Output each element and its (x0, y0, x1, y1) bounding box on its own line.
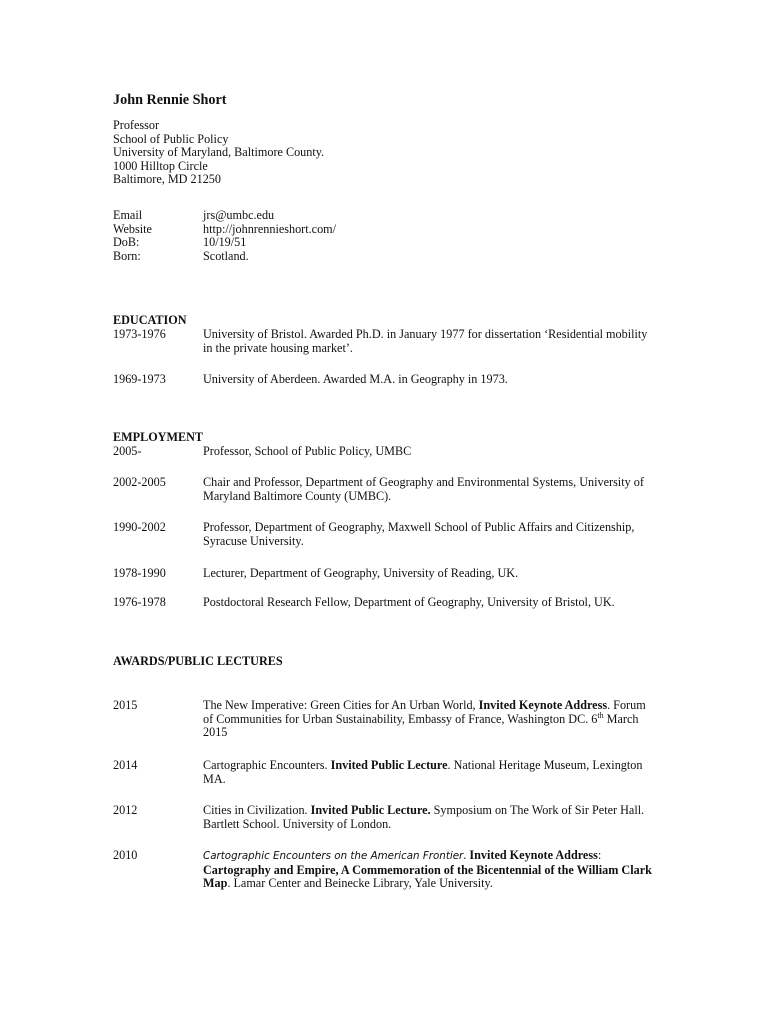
award-separator: : (597, 848, 602, 862)
award-event: Cartography and Empire, A Commemoration of the Bicentennial of the William Clark Map (203, 862, 652, 891)
award-venue: . National Heritage Museum, Lexington MA. (203, 758, 643, 786)
entry-text (203, 699, 653, 740)
employment-entry (113, 521, 653, 548)
fact-label: Website (113, 221, 152, 236)
award-title: Cartographic Encounters on the American Frontier (203, 850, 464, 862)
fact-website (113, 223, 336, 237)
fact-label: Email (113, 208, 143, 222)
entry-text: University of Bristol. Awarded Ph.D. in January 1977 for dissertation ‘Residential mobility in the private housing market’. (203, 327, 648, 355)
fact-label: Born: (113, 248, 141, 263)
website-link[interactable]: http://johnrennieshort.com/ (203, 221, 337, 236)
entry-text (203, 759, 653, 786)
award-title: Cartographic Encounters. (203, 758, 331, 772)
fact-email (113, 209, 336, 223)
award-entry (113, 759, 653, 786)
award-entry (113, 849, 653, 891)
employment-entry (113, 445, 653, 459)
entry-text: Chair and Professor, Department of Geography and Environmental Systems, University of Maryland Baltimore County (UMBC). (203, 475, 644, 503)
entry-years: 2002-2005 (113, 475, 166, 489)
award-separator: . (463, 848, 470, 862)
award-type: Invited Public Lecture (330, 758, 448, 772)
personal-facts (113, 209, 336, 263)
award-entry (113, 699, 653, 740)
fact-value: 10/19/51 (203, 235, 247, 250)
employment-entry (113, 567, 653, 581)
entry-years: 2012 (113, 803, 138, 817)
email-link[interactable]: jrs@umbc.edu (203, 208, 275, 222)
entry-text: Lecturer, Department of Geography, University of Reading, UK. (203, 566, 519, 580)
school-line: School of Public Policy (113, 131, 229, 146)
entry-years: 2005- (113, 444, 142, 458)
entry-years: 2010 (113, 848, 138, 862)
employment-entry (113, 476, 653, 503)
city-line: Baltimore, MD 21250 (113, 172, 221, 187)
employment-heading: EMPLOYMENT (113, 430, 204, 444)
fact-value: Scotland. (203, 248, 249, 263)
university-line: University of Maryland, Baltimore County. (113, 145, 325, 160)
entry-text: University of Aberdeen. Awarded M.A. in Geography in 1973. (203, 372, 508, 386)
entry-years: 1990-2002 (113, 520, 166, 534)
employment-entry (113, 596, 653, 610)
award-title: The New Imperative: Green Cities for An Urban World, (203, 698, 479, 712)
fact-label: DoB: (113, 235, 140, 250)
street-line: 1000 Hilltop Circle (113, 158, 208, 173)
entry-years: 2015 (113, 698, 138, 712)
awards-heading: AWARDS/PUBLIC LECTURES (113, 654, 283, 668)
entry-years: 1976-1978 (113, 595, 166, 609)
award-venue: . Lamar Center and Beinecke Library, Yale University. (227, 876, 493, 891)
award-title: Cities in Civilization. (203, 803, 311, 817)
entry-text: Professor, Department of Geography, Maxwell School of Public Affairs and Citizenship, Syracuse University. (203, 520, 635, 548)
entry-years: 2014 (113, 758, 138, 772)
entry-years: 1969-1973 (113, 372, 166, 386)
entry-text: Postdoctoral Research Fellow, Department of Geography, University of Bristol, UK. (203, 595, 615, 609)
entry-text (203, 849, 653, 891)
title-line: Professor (113, 118, 160, 132)
address-block (113, 119, 324, 187)
education-heading: EDUCATION (113, 313, 187, 327)
ordinal-suffix: th (597, 710, 604, 720)
entry-text: Professor, School of Public Policy, UMBC (203, 444, 412, 458)
award-type: Invited Public Lecture. (310, 803, 431, 817)
award-venue: . Forum of Communities for Urban Sustainability, Embassy of France, Washington DC. 6 (203, 698, 646, 726)
fact-dob (113, 236, 336, 250)
entry-years: 1978-1990 (113, 566, 166, 580)
entry-years: 1973-1976 (113, 327, 166, 341)
entry-text (203, 804, 653, 831)
fact-born (113, 250, 336, 264)
award-type: Invited Keynote Address (469, 848, 598, 862)
award-venue: Symposium on The Work of Sir Peter Hall. Bartlett School. University of London. (203, 803, 645, 831)
award-type: Invited Keynote Address (478, 698, 608, 712)
education-entry (113, 328, 653, 355)
award-entry (113, 804, 653, 831)
education-entry (113, 373, 653, 387)
award-date: March 2015 (203, 711, 639, 740)
cv-name: John Rennie Short (113, 92, 227, 108)
